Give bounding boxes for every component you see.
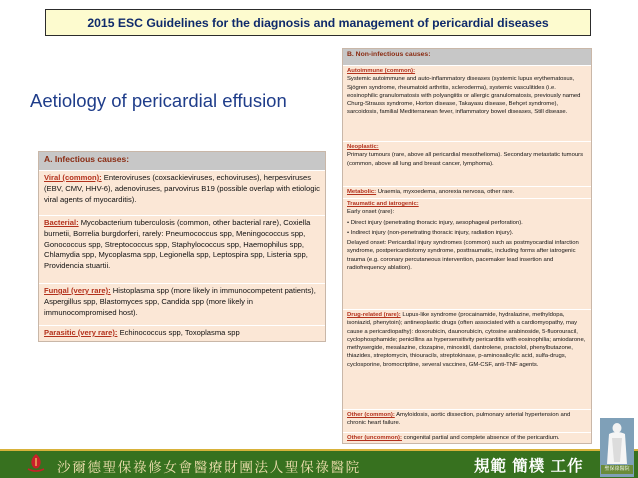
viral-label: Viral (common):: [44, 173, 102, 182]
metabolic-row: [343, 186, 591, 198]
drug-related-row: [343, 309, 591, 409]
neoplastic-label: Neoplastic:: [347, 144, 379, 150]
fungal-label: Fungal (very rare):: [44, 286, 111, 295]
other-uncommon-text: congenital partial and complete absence of the pericardium.: [401, 435, 560, 441]
other-common-row: [343, 409, 591, 432]
neoplastic-text: Primary tumours (rare, above all pericardial mesothelioma). Secondary metastatic tumours (common, above all lung and breast cancer, lymphoma).: [347, 152, 584, 167]
slide-heading: Aetiology of pericardial effusion: [30, 90, 287, 111]
non-infectious-causes-table: [342, 48, 592, 444]
parasitic-label: Parasitic (very rare):: [44, 328, 118, 337]
bacterial-text: Mycobacterium tuberculosis (common, other bacterial rare), Coxiella burnetii, Borrelia burgdorferi, rarely: Pneumococcus spp, Meningococcus spp, Gonococcus spp, Streptococcus spp, Staphylococcus spp, Haemophilus spp, Chlamydia spp, Mycoplasma spp, Legionella spp, Leptospira spp, Listeria spp, Providencia stuartii.: [44, 218, 311, 271]
traumatic-label: Traumatic and iatrogenic:: [347, 201, 419, 207]
other-common-text: Amyloidosis, aortic dissection, pulmonary arterial hypertension and chronic heart failure.: [347, 412, 571, 427]
viral-text: Enteroviruses (coxsackieviruses, echoviruses), herpesviruses (EBV, CMV, HHV-6), adenoviruses, parvovirus B19 (possible overlap with etiologic viral agents of myocarditis).: [44, 173, 320, 204]
infectious-causes-table: [38, 151, 326, 342]
viral-row: [39, 170, 325, 215]
traumatic-bullet-direct: • Direct injury (penetrating thoracic injury, aesophageal perforation).: [347, 219, 523, 226]
metabolic-text: Uraemia, myxoedema, anorexia nervosa, other rare.: [376, 189, 515, 195]
bacterial-label: Bacterial:: [44, 218, 79, 227]
parasitic-text: Echinococcus spp, Toxoplasma spp: [117, 328, 240, 337]
hospital-logo-icon: [25, 452, 47, 474]
parasitic-row: [39, 325, 325, 345]
hospital-slogan: 規範 簡樸 工作: [474, 458, 584, 475]
infectious-table-header: A. Infectious causes:: [39, 152, 325, 170]
other-common-label: Other (common):: [347, 412, 395, 418]
traumatic-row: [343, 198, 591, 309]
slide-banner-title: 2015 ESC Guidelines for the diagnosis and management of pericardial diseases: [45, 9, 591, 36]
drug-related-text: Lupus-like syndrome (procainamide, hydralazine, methyldopa, isoniazid, phenytoin); antineoplastic drugs (often associated with a cardiomyopathy, may cause a pericardiopathy): doxorubicin, daunorubicin, cytosine arabinoside, 5-fluorouracil, cyclophosphamide; penicillins as hypersensitivity pericarditis with eosinophilia; amiodarone, methysergide, mesalazine, clozapine, minoxidil, dantrolene, practolol, phenylbutazone, thiazides, streptomycin, thiouracils, streptokinase, p-aminosalicylic acid, sulfa-drugs, cyclosporine, bromocriptine, several vaccines, GM-CSF, anti-TNF agents.: [347, 312, 586, 368]
footer-divider: [0, 449, 638, 451]
fungal-row: [39, 283, 325, 325]
traumatic-bullet-indirect: • Indirect injury (non-penetrating thoracic injury, radiation injury).: [347, 229, 514, 236]
traumatic-delayed: Delayed onset: Pericardial injury syndromes (common) such as postmyocardial infarction syndrome, postpericardiotomy syndrome, posttraumatic, including forms after iatrogenic trauma (e.g. coronary percutaneous intervention, pacemaker lead insertion and radiofrequency ablation).: [347, 240, 579, 272]
footer-bar: [0, 449, 638, 478]
autoimmune-row: [343, 65, 591, 141]
bacterial-row: [39, 215, 325, 283]
hospital-name: 沙爾德聖保祿修女會醫療財團法人聖保祿醫院: [57, 460, 361, 475]
other-uncommon-label: Other (uncommon):: [347, 435, 402, 441]
drug-related-label: Drug-related (rare):: [347, 312, 401, 318]
traumatic-intro: Early onset (rare):: [347, 209, 395, 216]
non-infectious-table-header: B. Non-infectious causes:: [343, 49, 591, 65]
autoimmune-text: Systemic autoimmune and auto-inflammatory diseases (systemic lupus erythematosus, Sjögren syndrome, rheumatoid arthritis, scleroderma), systemic vasculitides (i.e. eosinophilic granulomatosis with polyangiitis or allergic granulomatosis, previously named Churg-Strauss syndrome, Horton disease, Takayasu disease, Behçet syndrome), sarcoidosis, familial Mediterranean fever, inflammatory bowel diseases, Still disease.: [347, 76, 581, 116]
autoimmune-label: Autoimmune (common):: [347, 68, 416, 74]
metabolic-label: Metabolic:: [347, 189, 377, 195]
statue-caption: 聖保祿醫院: [601, 465, 633, 474]
neoplastic-row: [343, 141, 591, 186]
fungal-text: Histoplasma spp (more likely in immunocompetent patients), Aspergillus spp, Blastomyces spp, Candida spp (more likely in immunocompromised host).: [44, 286, 316, 317]
